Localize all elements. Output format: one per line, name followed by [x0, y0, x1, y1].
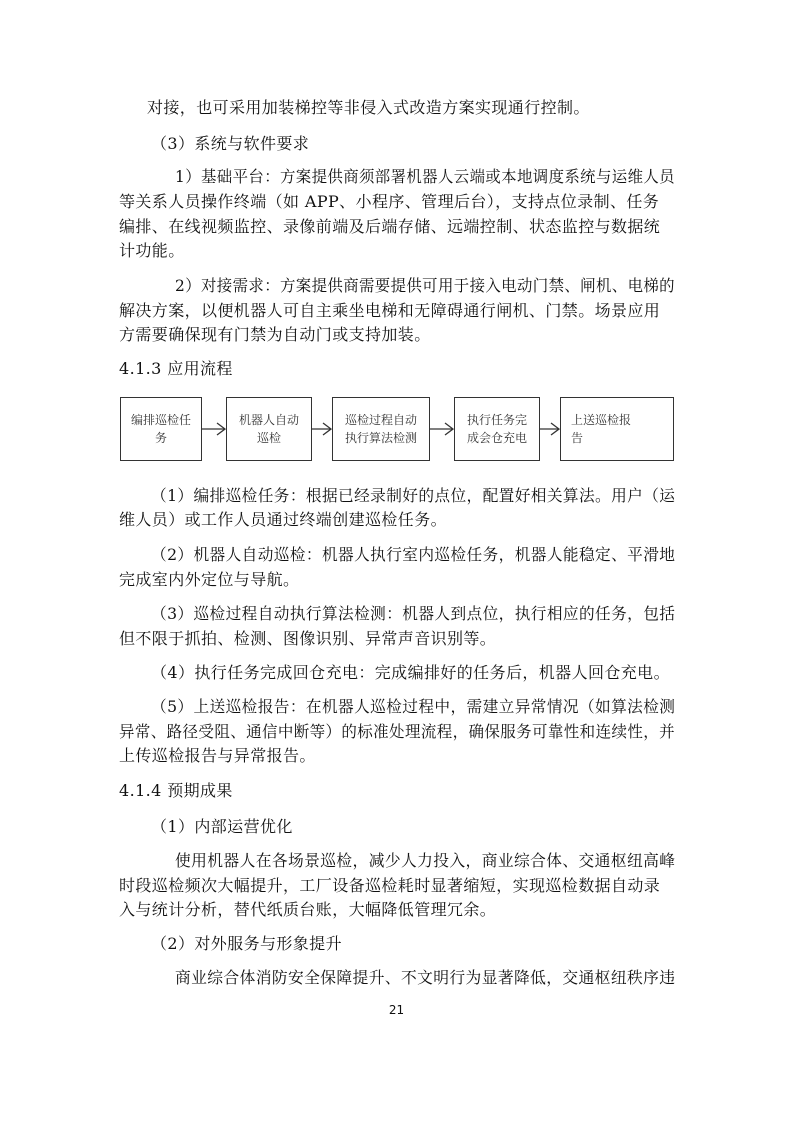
text-line: 上传巡检报告与异常报告。 — [119, 746, 316, 765]
text-line: 方需要确保现有门禁为自动门或支持加装。 — [119, 325, 431, 344]
flow-step-5: 上送巡检报 告 — [560, 397, 674, 461]
text-line: 商业综合体消防安全保障提升、不文明行为显著降低，交通枢纽秩序违 — [175, 968, 676, 987]
text-line: （4）执行任务完成回仓充电：完成编排好的任务后，机器人回仓充电。 — [151, 663, 670, 682]
text-line: 解决方案，以便机器人可自主乘坐电梯和无障碍通行闸机、门禁。场景应用 — [119, 301, 661, 320]
text-line: 时段巡检频次大幅提升，工厂设备巡检耗时显著缩短，实现巡检数据自动录 — [119, 876, 661, 895]
text-line: 使用机器人在各场景巡检，减少人力投入，商业综合体、交通枢纽高峰 — [175, 851, 676, 870]
arrow-right-icon — [202, 421, 226, 437]
section-heading: 4.1.4 预期成果 — [119, 781, 233, 800]
subsection-heading: （2）对外服务与形象提升 — [151, 934, 342, 953]
text-line: （1）编排巡检任务：根据已经录制好的点位，配置好相关算法。用户（运 — [151, 486, 676, 505]
text-line: 完成室内外定位与导航。 — [119, 570, 300, 589]
text-line: 1）基础平台：方案提供商须部署机器人云端或本地调度系统与运维人员 — [175, 167, 675, 186]
text-line: （2）机器人自动巡检：机器人执行室内巡检任务，机器人能稳定、平滑地 — [151, 545, 676, 564]
text-line: （3）巡检过程自动执行算法检测：机器人到点位，执行相应的任务，包括 — [151, 604, 676, 623]
arrow-right-icon — [540, 421, 560, 437]
text-line: 入与统计分析，替代纸质台账，大幅降低管理冗余。 — [119, 900, 497, 919]
text-line: 等关系人员操作终端（如 APP、小程序、管理后台），支持点位录制、任务 — [119, 192, 660, 211]
flow-step-1: 编排巡检任 务 — [120, 397, 202, 461]
arrow-right-icon — [312, 421, 332, 437]
subsection-heading: （1）内部运营优化 — [151, 817, 293, 836]
text-line: 对接，也可采用加装梯控等非侵入式改造方案实现通行控制。 — [147, 98, 590, 117]
text-line: 异常、路径受阻、通信中断等）的标准处理流程，确保服务可靠性和连续性，并 — [119, 722, 676, 741]
text-line: 维人员）或工作人员通过终端创建巡检任务。 — [119, 510, 448, 529]
flow-step-3: 巡检过程自动 执行算法检测 — [332, 397, 430, 461]
text-line: 但不限于抓拍、检测、图像识别、异常声音识别等。 — [119, 629, 497, 648]
text-line: 计功能。 — [119, 241, 185, 260]
text-line: （5）上送巡检报告：在机器人巡检过程中，需建立异常情况（如算法检测 — [151, 697, 676, 716]
page-number: 21 — [388, 1003, 405, 1017]
text-line: 编排、在线视频监控、录像前端及后端存储、远端控制、状态监控与数据统 — [119, 217, 661, 236]
flow-step-4: 执行任务完 成会仓充电 — [454, 397, 540, 461]
flow-step-2: 机器人自动 巡检 — [226, 397, 312, 461]
text-line: 2）对接需求：方案提供商需要提供可用于接入电动门禁、闸机、电梯的 — [175, 276, 675, 295]
section-heading: 4.1.3 应用流程 — [119, 359, 233, 378]
section-heading: （3）系统与软件要求 — [151, 134, 310, 153]
arrow-right-icon — [430, 421, 454, 437]
